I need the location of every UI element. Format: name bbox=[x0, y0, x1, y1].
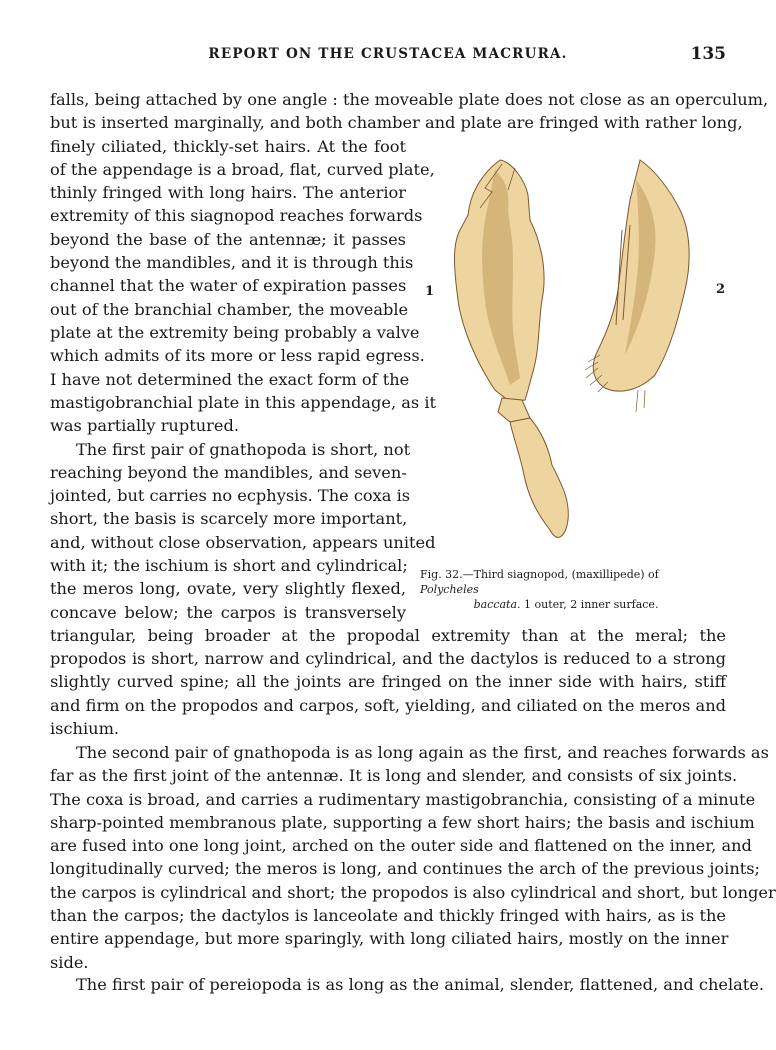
text-line: falls, being attached by one angle : the moveable plate does not close as an operculum, bbox=[50, 90, 769, 109]
caption-prefix: Fig. 32.—Third siagnopod, (maxillipede) of bbox=[420, 568, 659, 581]
text-line: of the appendage is a broad, flat, curved plate, bbox=[50, 159, 435, 179]
caption-line-1 bbox=[420, 567, 712, 597]
text-line: jointed, but carries no ecphysis. The coxa is bbox=[50, 486, 411, 506]
text-line: the carpos is cylindrical and short; the propodos is also cylindrical and short, but longer bbox=[50, 882, 776, 902]
text-line: beyond the mandibles, and it is through this bbox=[50, 253, 414, 273]
siagnopod-illustration bbox=[440, 150, 730, 570]
paragraph-3 bbox=[50, 741, 776, 974]
text-line: The coxa is broad, and carries a rudimentary mastigobranchia, consisting of a minute bbox=[50, 789, 756, 809]
paragraph-2-full bbox=[50, 624, 726, 740]
text-line: entire appendage, but more sparingly, with long ciliated hairs, mostly on the inner bbox=[50, 929, 729, 949]
page-number: 135 bbox=[690, 44, 726, 64]
text-line: which admits of its more or less rapid egress. bbox=[50, 346, 425, 366]
text-line: short, the basis is scarcely more important, bbox=[50, 509, 408, 529]
text-line: than the carpos; the dactylos is lanceolate and thickly fringed with hairs, as is the bbox=[50, 906, 726, 926]
caption-line-2 bbox=[420, 597, 712, 612]
text-line: triangular, being broader at the propodal extremity than at the meral; the bbox=[50, 625, 726, 645]
appendage-inner-surface bbox=[585, 160, 689, 412]
text-line: The second pair of gnathopoda is as long again as the first, and reaches forwards as bbox=[76, 743, 769, 762]
caption-species: baccata. bbox=[473, 598, 521, 611]
text-line: longitudinally curved; the meros is long, and continues the arch of the previous joints; bbox=[50, 859, 761, 879]
text-line: propodos is short, narrow and cylindrical, and the dactylos is reduced to a strong bbox=[50, 649, 726, 669]
caption-genus: Polycheles bbox=[420, 583, 479, 596]
text-line: and firm on the propodos and carpos, soft, yielding, and ciliated on the meros and bbox=[50, 695, 726, 715]
running-header bbox=[50, 46, 726, 68]
text-line: extremity of this siagnopod reaches forwards bbox=[50, 206, 423, 226]
text-line: are fused into one long joint, arched on the outer side and flattened on the inner, and bbox=[50, 836, 752, 856]
basal-plate bbox=[510, 418, 568, 537]
figure-caption bbox=[420, 567, 712, 612]
caption-rest: 1 outer, 2 inner surface. bbox=[524, 598, 659, 611]
text-line: far as the first joint of the antennæ. It is long and slender, and consists of six joints. bbox=[50, 766, 738, 786]
header-title: REPORT ON THE CRUSTACEA MACRURA. bbox=[208, 46, 568, 62]
text-line: but is inserted marginally, and both chamber and plate are fringed with rather long, bbox=[50, 113, 743, 133]
text-line: channel that the water of expiration passes bbox=[50, 276, 407, 296]
text-line: the meros long, ovate, very slightly flexed, bbox=[50, 579, 406, 599]
text-line: out of the branchial chamber, the moveable bbox=[50, 299, 409, 319]
text-line: was partially ruptured. bbox=[50, 416, 239, 436]
appendage-outer-surface bbox=[455, 160, 569, 537]
inner-tip-hairs bbox=[636, 390, 645, 412]
paragraph-1-full bbox=[50, 88, 769, 135]
paragraph-1-narrow bbox=[50, 135, 437, 438]
text-line: The first pair of gnathopoda is short, not bbox=[76, 439, 411, 459]
text-line: thinly fringed with long hairs. The anterior bbox=[50, 183, 406, 203]
text-line: beyond the base of the antennæ; it passes bbox=[50, 229, 406, 249]
text-line: mastigobranchial plate in this appendage, as it bbox=[50, 392, 437, 412]
text-line: reaching beyond the mandibles, and seven- bbox=[50, 462, 407, 482]
text-line: concave below; the carpos is transversely bbox=[50, 602, 406, 622]
paragraph-2-narrow bbox=[50, 438, 436, 624]
text-line: with it; the ischium is short and cylindrical; bbox=[50, 555, 408, 575]
text-line: plate at the extremity being probably a valve bbox=[50, 322, 420, 342]
text-line: side. bbox=[50, 952, 89, 972]
text-line: The first pair of pereiopoda is as long as the animal, slender, flattened, and chelate. bbox=[76, 975, 765, 994]
figure-label-2: 2 bbox=[716, 282, 726, 297]
text-line: finely ciliated, thickly-set hairs. At the foot bbox=[50, 136, 406, 156]
figure-label-1: 1 bbox=[425, 284, 435, 299]
text-line: and, without close observation, appears united bbox=[50, 532, 436, 552]
joint-segment bbox=[498, 398, 530, 422]
text-line: I have not determined the exact form of the bbox=[50, 369, 410, 389]
paragraph-4 bbox=[50, 973, 765, 996]
text-line: sharp-pointed membranous plate, supporting a few short hairs; the basis and ischium bbox=[50, 812, 755, 832]
text-line: slightly curved spine; all the joints are fringed on the inner side with hairs, stiff bbox=[50, 672, 726, 692]
text-line: ischium. bbox=[50, 719, 120, 739]
